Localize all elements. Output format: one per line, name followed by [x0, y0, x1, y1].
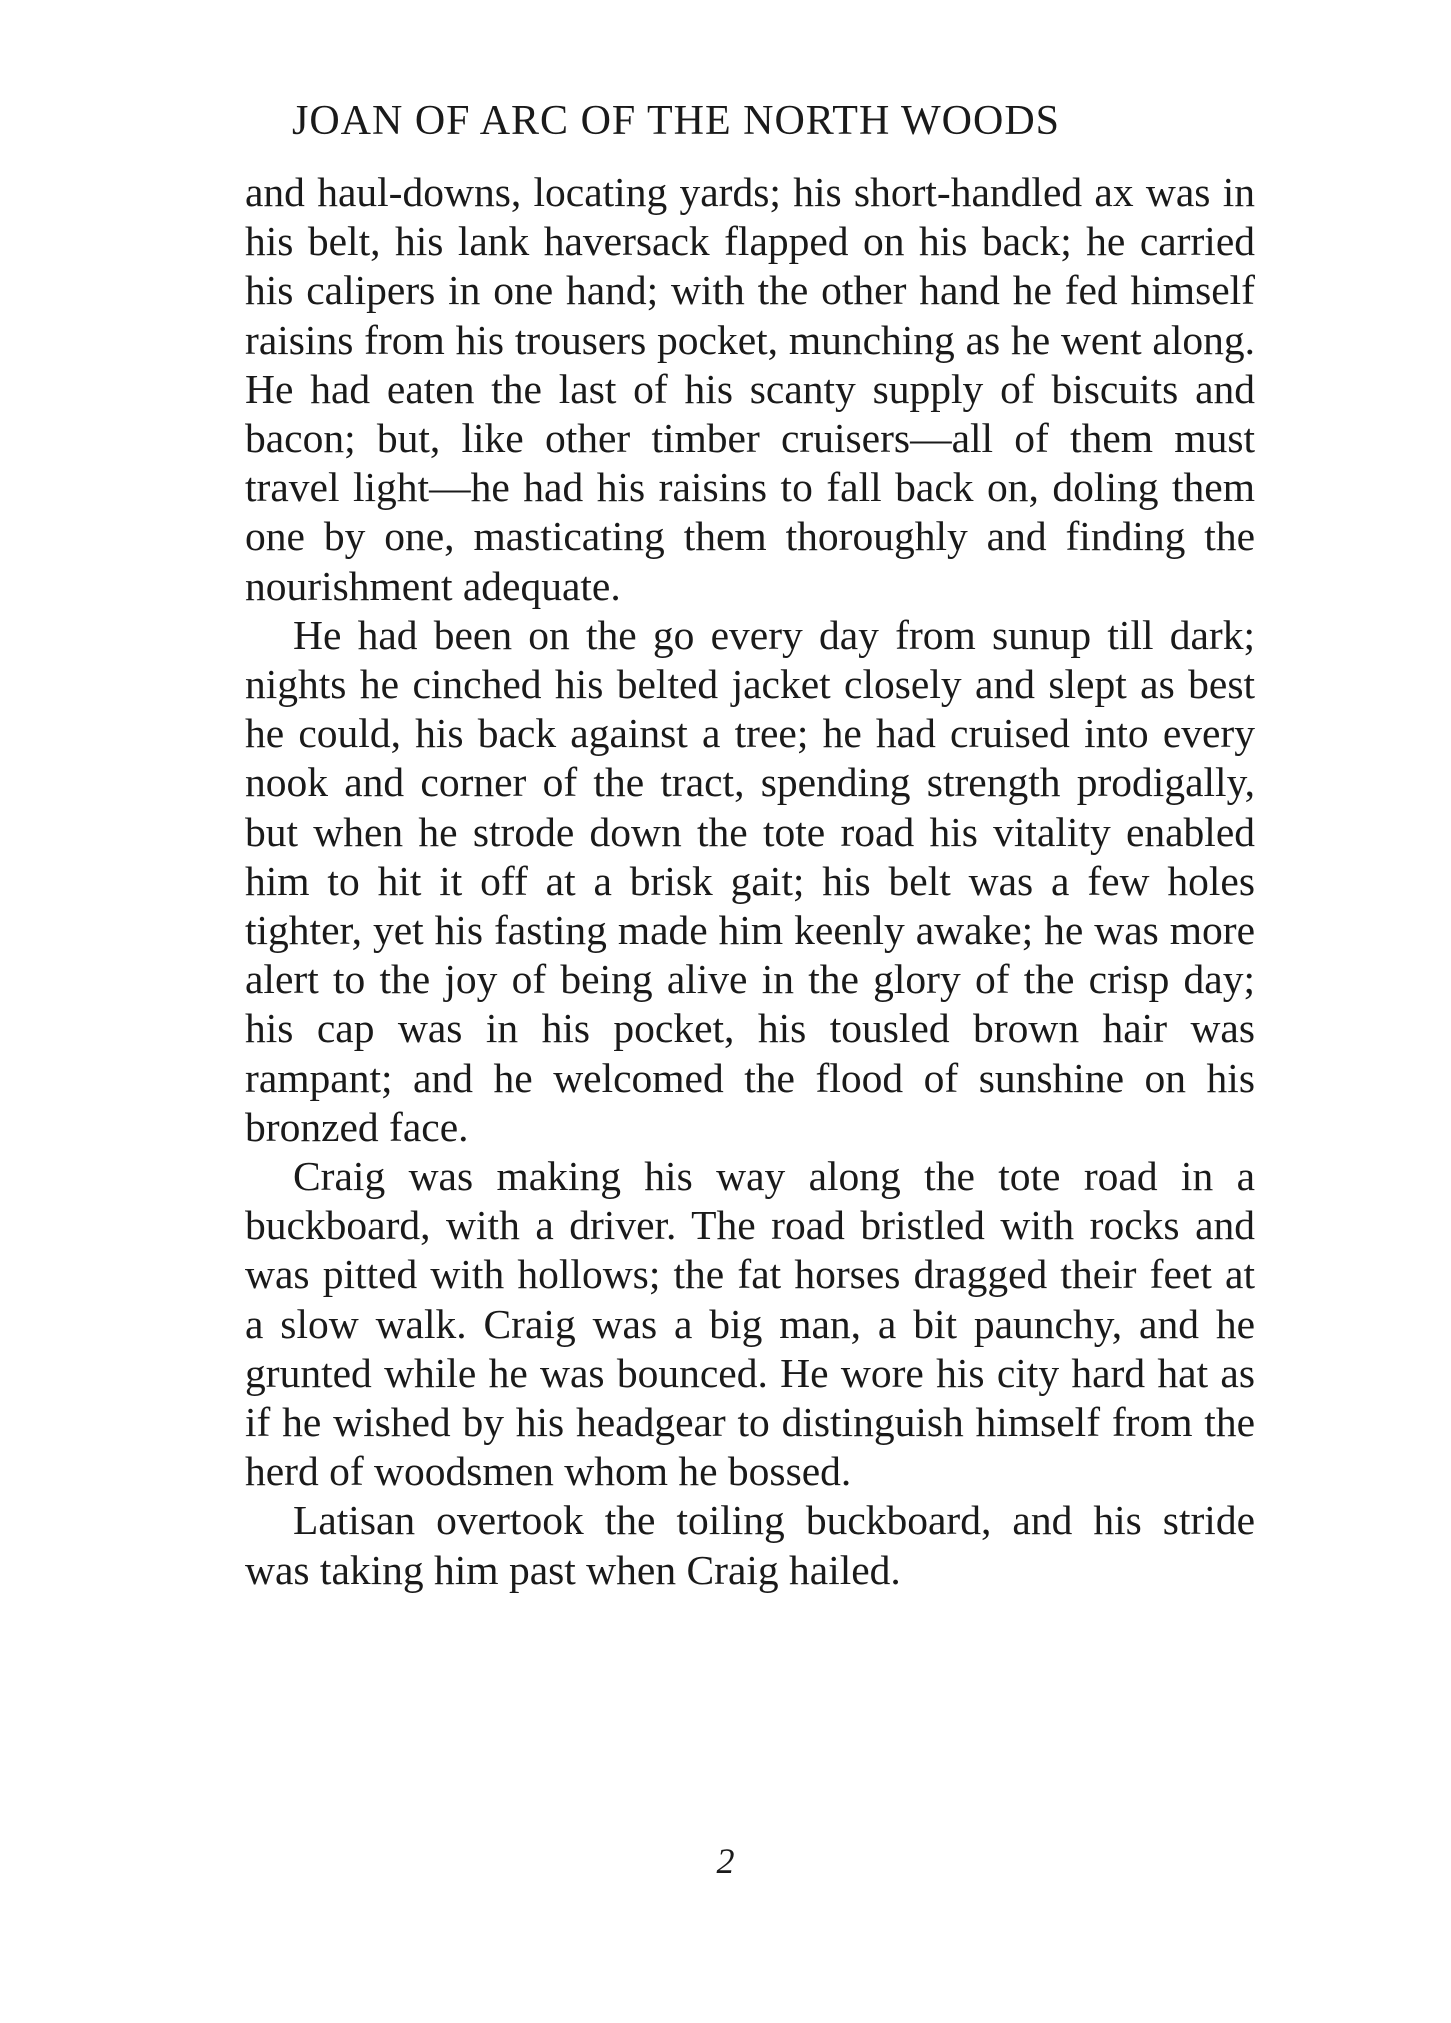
paragraph: He had been on the go every day from sunup till dark; nights he cinched his belted jacket closely and slept as best he could, his back against a tree; he had cruised into every nook and corner of the tract, spending strength prodigally, but when he strode down the tote road his vitality enabled him to hit it off at a brisk gait; his belt was a few holes tighter, yet his fasting made him keenly awake; he was more alert to the joy of being alive in the glory of the crisp day; his cap was in his pocket, his tousled brown hair was rampant; and he welcomed the flood of sunshine on his bronzed face.	[245, 611, 1255, 1150]
page-number: 2	[716, 1841, 735, 1881]
body-text	[245, 168, 1255, 1595]
paragraph: Craig was making his way along the tote road in a buckboard, with a driver. The road bristled with rocks and was pitted with hollows; the fat horses dragged their feet at a slow walk. Craig was a big man, a bit paunchy, and he grunted while he was bounced. He wore his city hard hat as if he wished by his headgear to distinguish himself from the herd of woodsmen whom he bossed.	[245, 1153, 1255, 1495]
paragraph: Latisan overtook the toiling buckboard, and his stride was taking him past when Craig hailed.	[245, 1497, 1255, 1593]
paragraph: and haul-downs, locating yards; his short-handled ax was in his belt, his lank haversack flapped on his back; he carried his calipers in one hand; with the other hand he fed himself raisins from his trousers pocket, munching as he went along. He had eaten the last of his scanty supply of biscuits and bacon; but, like other timber cruisers—all of them must travel light—he had his raisins to fall back on, doling them one by one, masticating them thoroughly and finding the nourishment adequate.	[245, 169, 1255, 609]
running-head: JOAN OF ARC OF THE NORTH WOODS	[292, 98, 1061, 144]
